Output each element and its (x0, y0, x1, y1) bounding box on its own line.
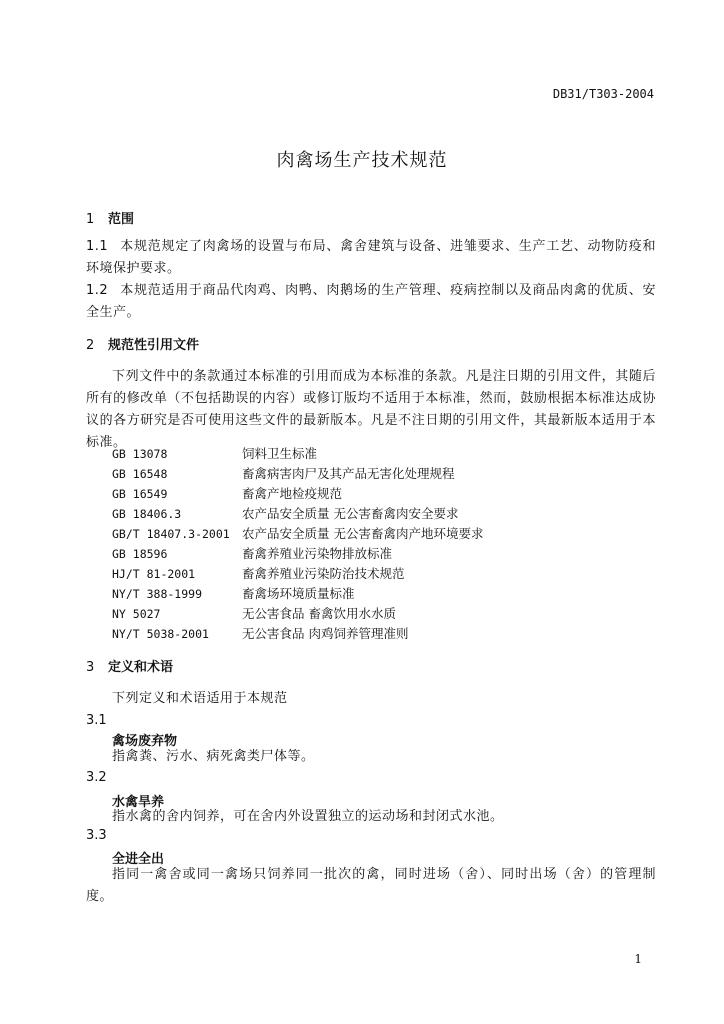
section-2-intro: 下列文件中的条款通过本标准的引用而成为本标准的条款。凡是注日期的引用文件，其随后所有的修改单（不包括勘误的内容）或修订版均不适用于本标准，然而，鼓励根据本标准达成协议的各方研究是否可使用这些文件的最新版本。凡是不注日期的引用文件，其最新版本适用于本标准。 (86, 369, 656, 450)
clause-1-2 (86, 280, 656, 324)
document-code: DB31/T303-2004 (552, 87, 654, 101)
section-title: 范围 (108, 212, 135, 227)
reference-row (112, 464, 455, 484)
reference-title: 无公害食品 肉鸡饲养管理准则 (242, 626, 409, 641)
reference-row (112, 544, 392, 564)
document-title: 肉禽场生产技术规范 (276, 150, 448, 171)
reference-row (112, 584, 355, 604)
section-3-intro: 下列定义和术语适用于本规范 (112, 691, 288, 706)
term-definition: 指同一禽舍或同一禽场只饲养同一批次的禽，同时进场（舍）、同时出场（舍）的管理制度。 (86, 867, 656, 904)
section-number: 2 (86, 338, 95, 353)
reference-row (112, 624, 408, 644)
reference-code: GB 18406.3 (112, 507, 182, 521)
term-name: 全进全出 (112, 852, 165, 867)
section-2-heading (86, 334, 199, 353)
reference-title: 畜禽养殖业污染物排放标准 (242, 546, 393, 561)
reference-title: 饲料卫生标准 (242, 446, 318, 461)
term-number: 3.2 (86, 770, 107, 785)
reference-code: NY 5027 (112, 607, 161, 621)
term-name: 水禽旱养 (112, 795, 165, 810)
reference-title: 农产品安全质量 无公害畜禽肉安全要求 (242, 506, 459, 521)
reference-code: GB 16548 (112, 467, 168, 481)
reference-row (112, 604, 396, 624)
reference-row (112, 524, 483, 544)
page-number: 1 (634, 952, 642, 966)
reference-code: NY/T 5038-2001 (112, 627, 209, 641)
term-number: 3.1 (86, 713, 107, 728)
reference-title: 无公害食品 畜禽饮用水水质 (242, 606, 396, 621)
clause-text: 本规范适用于商品代肉鸡、肉鸭、肉鹅场的生产管理、疫病控制以及商品肉禽的优质、安全生产。 (86, 283, 656, 320)
clause-text: 本规范规定了肉禽场的设置与布局、禽舍建筑与设备、进雏要求、生产工艺、动物防疫和环境保护要求。 (86, 239, 656, 276)
reference-code: GB 16549 (112, 487, 168, 501)
reference-title: 畜禽病害肉尸及其产品无害化处理规程 (242, 466, 455, 481)
clause-number: 1.2 (86, 283, 109, 298)
section-title: 规范性引用文件 (108, 338, 200, 353)
term-definition: 指水禽的舍内饲养，可在舍内外设置独立的运动场和封闭式水池。 (112, 809, 504, 824)
reference-code: GB 13078 (112, 447, 168, 461)
reference-title: 农产品安全质量 无公害畜禽肉产地环境要求 (242, 526, 484, 541)
reference-code: NY/T 388-1999 (112, 587, 203, 601)
reference-code: GB/T 18407.3-2001 (112, 527, 230, 541)
reference-code: GB 18596 (112, 547, 168, 561)
term-name: 禽场废弃物 (112, 734, 178, 749)
reference-row (112, 504, 458, 524)
section-1-heading (86, 208, 134, 227)
reference-row (112, 484, 342, 504)
clause-1-1 (86, 236, 656, 280)
reference-code: HJ/T 81-2001 (112, 567, 196, 581)
reference-row (112, 564, 405, 584)
reference-title: 畜禽养殖业污染防治技术规范 (242, 566, 405, 581)
term-number: 3.3 (86, 828, 107, 843)
clause-number: 1.1 (86, 239, 109, 254)
section-number: 1 (86, 212, 95, 227)
reference-row (112, 444, 317, 464)
section-title: 定义和术语 (108, 660, 174, 675)
section-number: 3 (86, 660, 95, 675)
section-3-heading (86, 656, 173, 675)
term-definition: 指禽粪、污水、病死禽类尸体等。 (112, 749, 315, 764)
reference-title: 畜禽产地检疫规范 (242, 486, 343, 501)
reference-title: 畜禽场环境质量标准 (242, 586, 355, 601)
